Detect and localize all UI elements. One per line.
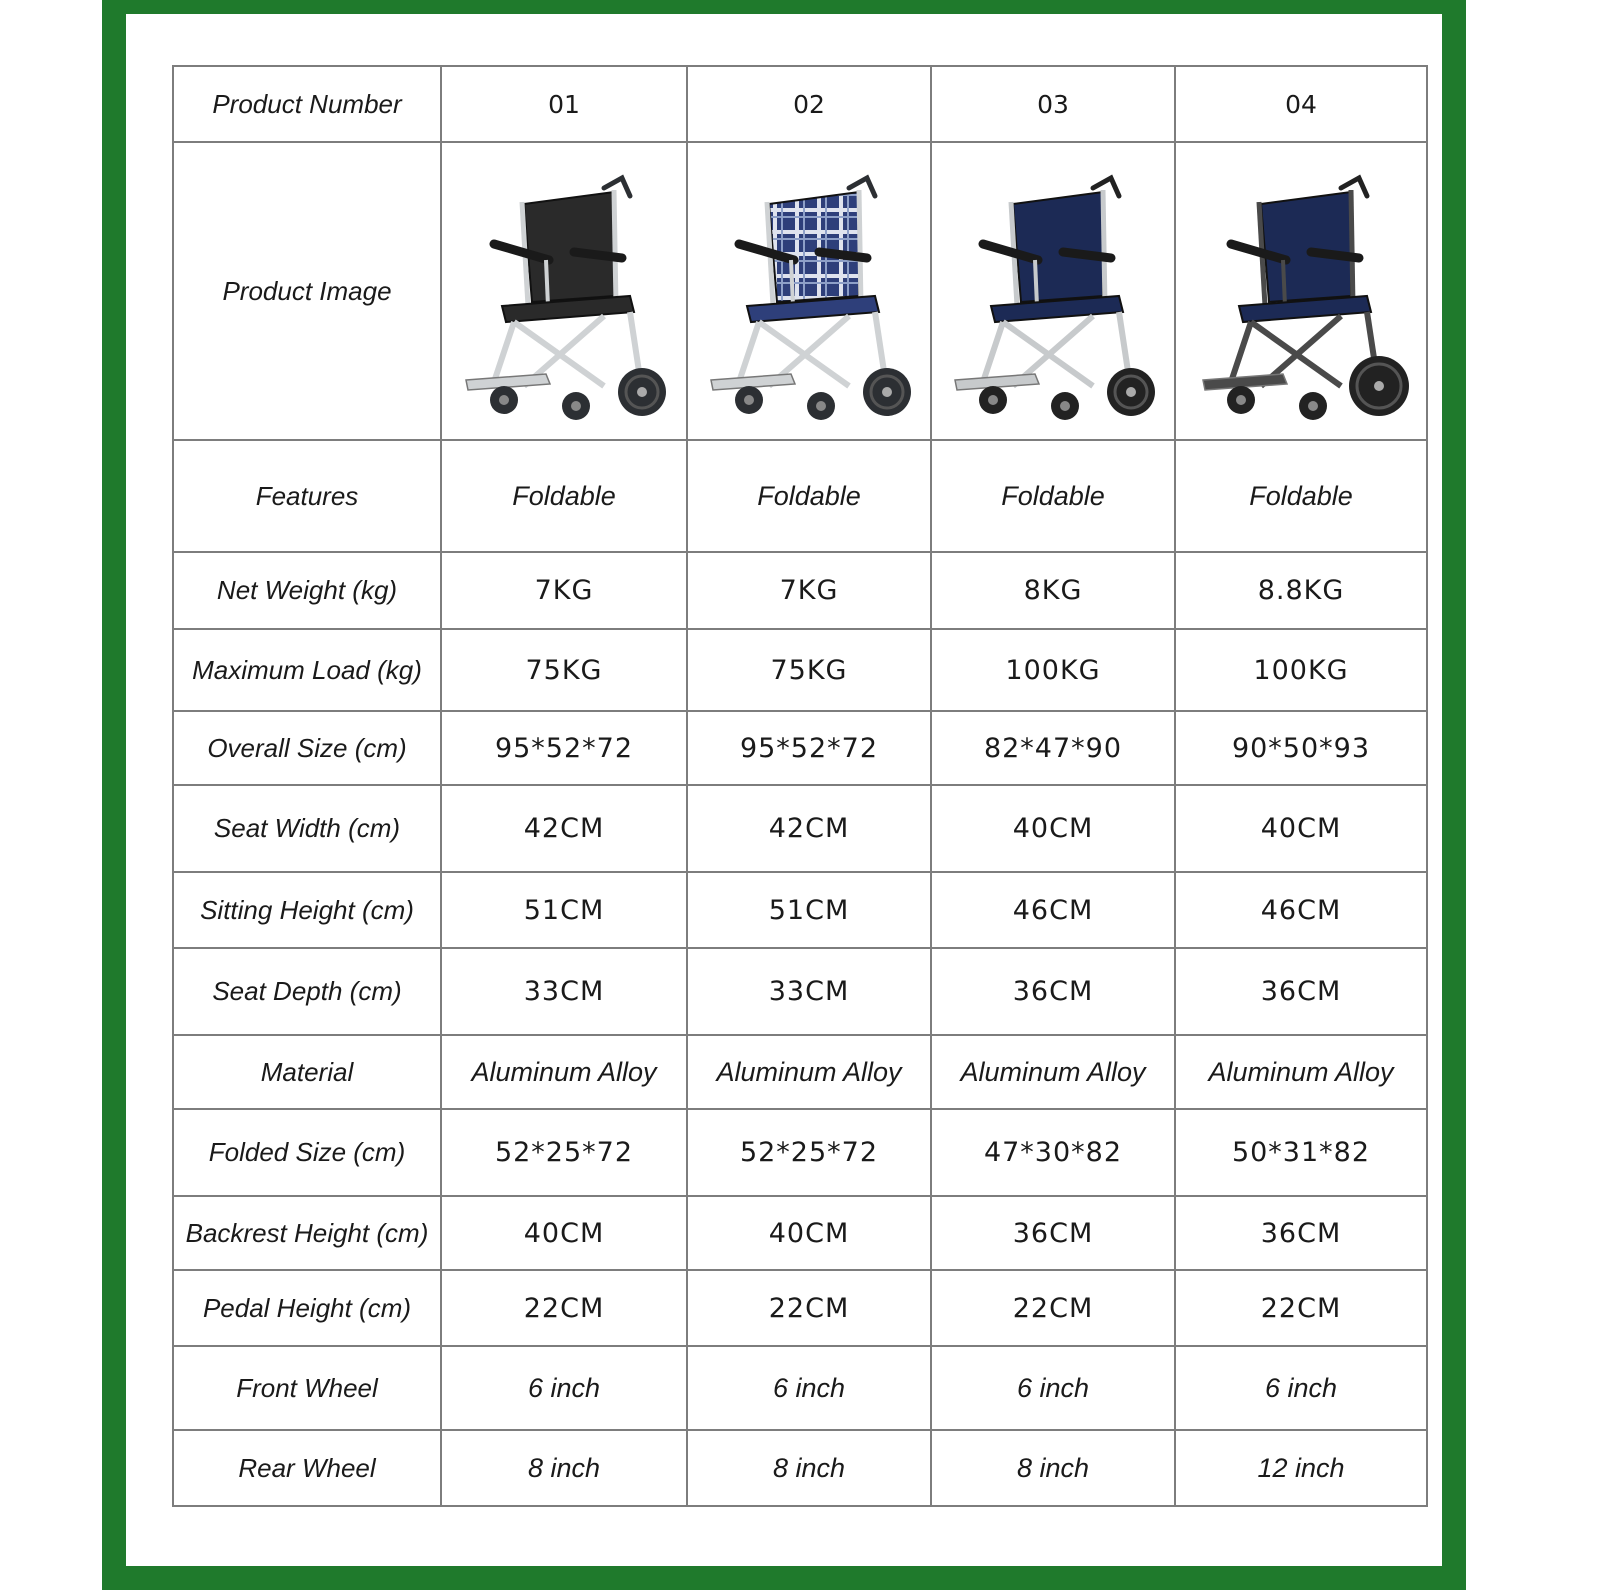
row-label: Seat Width (cm) (173, 785, 441, 872)
spec-value-cell: Foldable (687, 440, 931, 552)
row-label: Product Number (173, 66, 441, 142)
row-label: Rear Wheel (173, 1430, 441, 1506)
spec-value-cell: 47*30*82 (931, 1109, 1175, 1196)
wheelchair-icon (688, 156, 930, 426)
product-image-cell (1175, 142, 1427, 440)
spec-value-cell: 6 inch (441, 1346, 687, 1430)
spec-value-cell: 95*52*72 (441, 711, 687, 785)
spec-value-cell: Aluminum Alloy (441, 1035, 687, 1109)
row-label: Maximum Load (kg) (173, 629, 441, 711)
product-image-cell (931, 142, 1175, 440)
spec-value-cell: 33CM (687, 948, 931, 1035)
spec-value-cell: 75KG (687, 629, 931, 711)
spec-value-cell: 52*25*72 (441, 1109, 687, 1196)
spec-value-cell: 33CM (441, 948, 687, 1035)
spec-value-cell: 6 inch (1175, 1346, 1427, 1430)
wheelchair-icon (1176, 156, 1426, 426)
spec-value-cell: 40CM (687, 1196, 931, 1270)
spec-row (173, 785, 1427, 872)
row-label: Backrest Height (cm) (173, 1196, 441, 1270)
row-label: Folded Size (cm) (173, 1109, 441, 1196)
row-label: Net Weight (kg) (173, 552, 441, 629)
spec-row (173, 552, 1427, 629)
spec-row (173, 440, 1427, 552)
spec-value-cell: 8 inch (931, 1430, 1175, 1506)
spec-value-cell: 36CM (1175, 948, 1427, 1035)
spec-value-cell: 22CM (441, 1270, 687, 1346)
spec-value-cell: 8.8KG (1175, 552, 1427, 629)
row-label: Material (173, 1035, 441, 1109)
spec-value-cell: 7KG (441, 552, 687, 629)
spec-value-cell: 100KG (931, 629, 1175, 711)
spec-row (173, 1196, 1427, 1270)
spec-row (173, 1270, 1427, 1346)
wheelchair-icon (442, 156, 686, 426)
spec-row (173, 711, 1427, 785)
row-label: Overall Size (cm) (173, 711, 441, 785)
spec-value-cell: 42CM (441, 785, 687, 872)
spec-value-cell: 8 inch (687, 1430, 931, 1506)
spec-value-cell: 22CM (931, 1270, 1175, 1346)
spec-value-cell: 100KG (1175, 629, 1427, 711)
spec-value-cell: 51CM (441, 872, 687, 948)
image-row (173, 142, 1427, 440)
product-image-cell (687, 142, 931, 440)
spec-value-cell: 22CM (1175, 1270, 1427, 1346)
product-number-cell: 02 (687, 66, 931, 142)
spec-value-cell: 6 inch (687, 1346, 931, 1430)
row-label: Features (173, 440, 441, 552)
spec-value-cell: 52*25*72 (687, 1109, 931, 1196)
row-label: Seat Depth (cm) (173, 948, 441, 1035)
spec-row (173, 1109, 1427, 1196)
header-row (173, 66, 1427, 142)
spec-value-cell: 6 inch (931, 1346, 1175, 1430)
spec-value-cell: 36CM (931, 1196, 1175, 1270)
spec-value-cell: 75KG (441, 629, 687, 711)
spec-row (173, 1035, 1427, 1109)
spec-value-cell: Foldable (931, 440, 1175, 552)
spec-value-cell: Foldable (441, 440, 687, 552)
product-number-cell: 01 (441, 66, 687, 142)
spec-value-cell: Aluminum Alloy (1175, 1035, 1427, 1109)
spec-row (173, 872, 1427, 948)
row-label: Front Wheel (173, 1346, 441, 1430)
spec-value-cell: 36CM (1175, 1196, 1427, 1270)
spec-value-cell: 82*47*90 (931, 711, 1175, 785)
spec-value-cell: 90*50*93 (1175, 711, 1427, 785)
spec-row (173, 1346, 1427, 1430)
wheelchair-icon (932, 156, 1174, 426)
spec-value-cell: 8KG (931, 552, 1175, 629)
spec-value-cell: 40CM (1175, 785, 1427, 872)
spec-comparison-table (172, 65, 1428, 1507)
spec-row (173, 948, 1427, 1035)
spec-row (173, 1430, 1427, 1506)
product-number-cell: 03 (931, 66, 1175, 142)
spec-value-cell: 12 inch (1175, 1430, 1427, 1506)
spec-value-cell: 42CM (687, 785, 931, 872)
spec-value-cell: 8 inch (441, 1430, 687, 1506)
row-label: Sitting Height (cm) (173, 872, 441, 948)
spec-value-cell: 22CM (687, 1270, 931, 1346)
spec-value-cell: 46CM (1175, 872, 1427, 948)
product-image-cell (441, 142, 687, 440)
spec-row (173, 629, 1427, 711)
spec-value-cell: 40CM (931, 785, 1175, 872)
spec-value-cell: 46CM (931, 872, 1175, 948)
spec-value-cell: 40CM (441, 1196, 687, 1270)
spec-value-cell: 95*52*72 (687, 711, 931, 785)
spec-value-cell: Aluminum Alloy (931, 1035, 1175, 1109)
spec-value-cell: 36CM (931, 948, 1175, 1035)
spec-value-cell: 50*31*82 (1175, 1109, 1427, 1196)
spec-value-cell: Foldable (1175, 440, 1427, 552)
spec-value-cell: 51CM (687, 872, 931, 948)
spec-value-cell: Aluminum Alloy (687, 1035, 931, 1109)
product-number-cell: 04 (1175, 66, 1427, 142)
row-label: Product Image (173, 142, 441, 440)
spec-value-cell: 7KG (687, 552, 931, 629)
row-label: Pedal Height (cm) (173, 1270, 441, 1346)
